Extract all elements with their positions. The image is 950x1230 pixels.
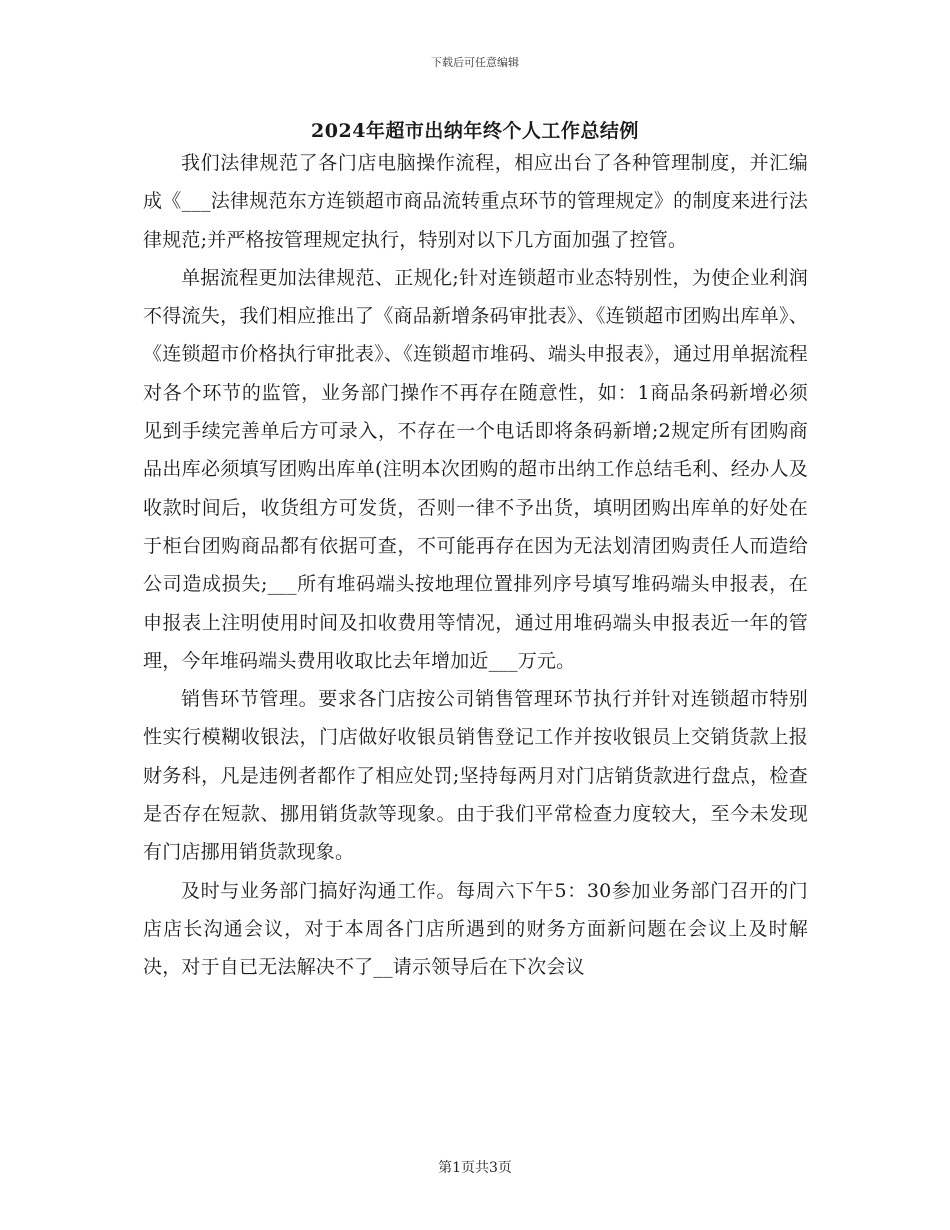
document-title: 2024年超市出纳年终个人工作总结例 [311, 120, 639, 142]
document-body [143, 144, 808, 987]
paragraph-3: 销售环节管理。要求各门店按公司销售管理环节执行并针对连锁超市特别性实行模糊收银法，门店做好收银员销售登记工作并按收银员上交销货款上报财务科，凡是违例者都作了相应处罚;坚持每两月对门店销货款进行盘点，检查是否存在短款、挪用销货款等现象。由于我们平常检查力度较大，至今未发现有门店挪用销货款现象。 [143, 688, 808, 864]
page-header-note: 下载后可任意编辑 [431, 56, 519, 69]
paragraph-4: 及时与业务部门搞好沟通工作。每周六下午5：30参加业务部门召开的门店店长沟通会议，对于本周各门店所遇到的财务方面新问题在会议上及时解决，对于自已无法解决不了__请示领导后在下次会议 [143, 879, 808, 979]
paragraph-2: 单据流程更加法律规范、正规化;针对连锁超市业态特别性，为使企业利润不得流失，我们相应推出了《商品新增条码审批表》、《连锁超市团购出库单》、《连锁超市价格执行审批表》、《连锁超市堆码、端头申报表》，通过用单据流程对各个环节的监管，业务部门操作不再存在随意性，如：1商品条码新增必须见到手续完善单后方可录入，不存在一个电话即将条码新增;2规定所有团购商品出库必须填写团购出库单(注明本次团购的超市出纳工作总结毛利、经办人及收款时间后，收货组方可发货，否则一律不予出货，填明团购出库单的好处在于柜台团购商品都有依据可查，不可能再存在因为无法划清团购责任人而造给公司造成损失;___所有堆码端头按地理位置排列序号填写堆码端头申报表，在申报表上注明使用时间及扣收费用等情况，通过用堆码端头申报表近一年的管理，今年堆码端头费用收取比去年增加近___万元。 [143, 266, 808, 672]
page-indicator: 第1页共3页 [438, 1160, 512, 1176]
paragraph-1: 我们法律规范了各门店电脑操作流程，相应出台了各种管理制度，并汇编成《___法律规范东方连锁超市商品流转重点环节的管理规定》的制度来进行法律规范;并严格按管理规定执行，特别对以下几方面加强了控管。 [143, 152, 808, 251]
